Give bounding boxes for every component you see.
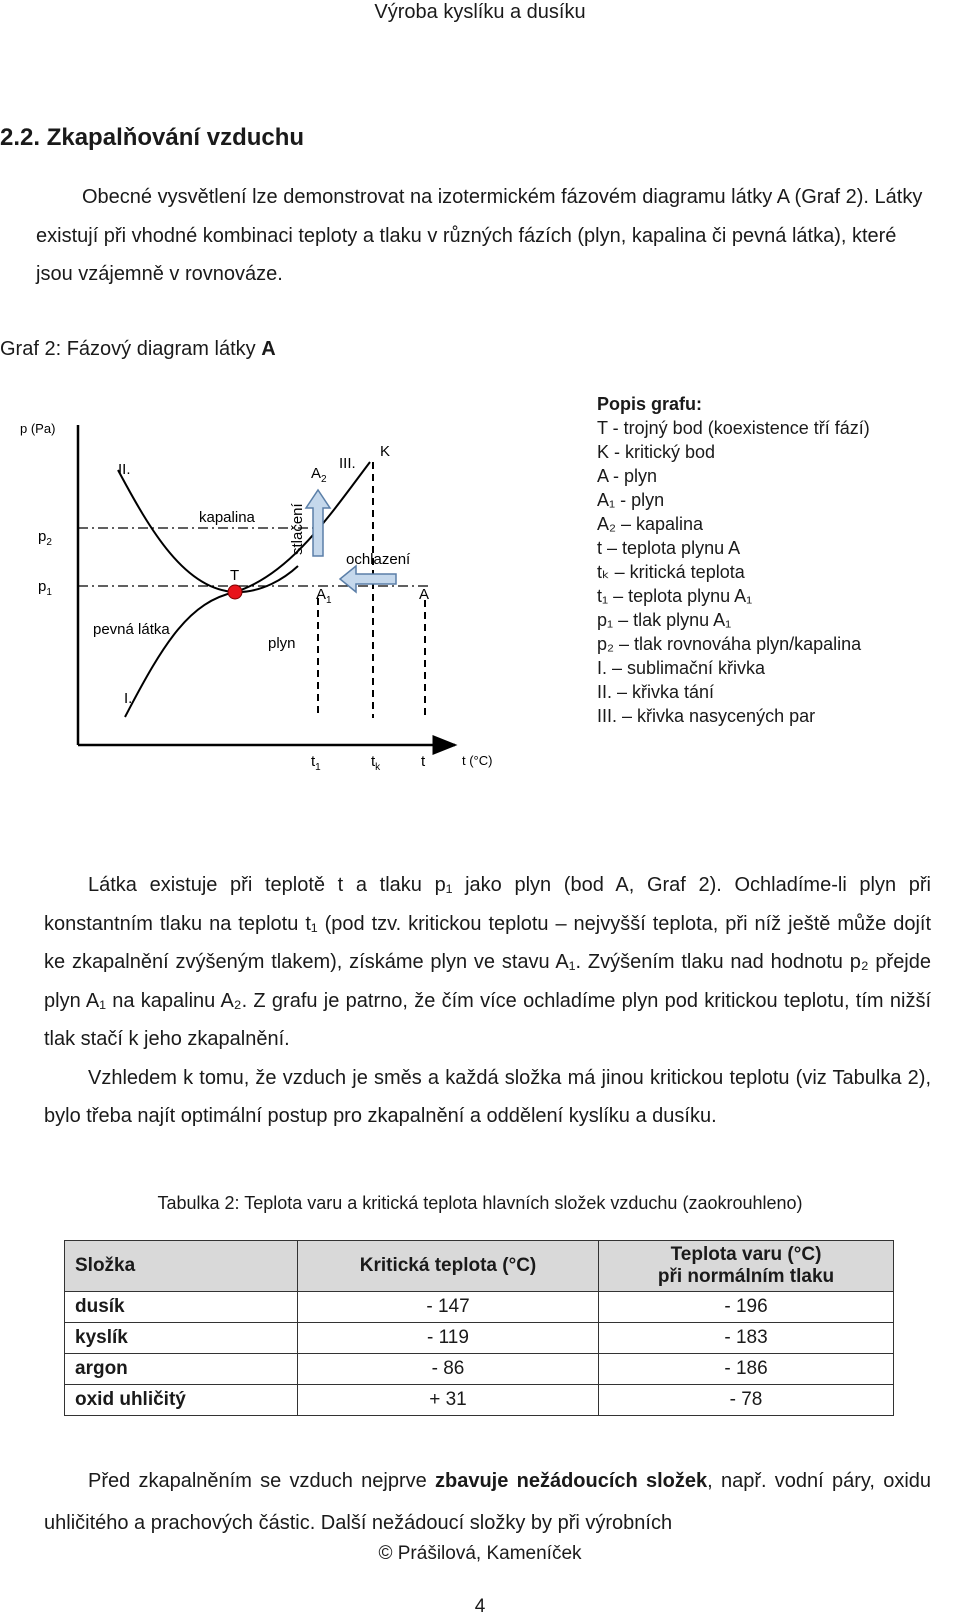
page-header: Výroba kyslíku a dusíku: [374, 1, 586, 23]
kapalina-label: kapalina: [199, 509, 255, 526]
stlaceni-label: stlačení: [289, 503, 306, 555]
legend-item: p₂ – tlak rovnováha plyn/kapalina: [597, 634, 862, 654]
paragraph: [44, 1460, 931, 1544]
t1-label: $t_1$: [311, 753, 321, 773]
text-run: Před zkapalněním se vzduch nejprve: [88, 1470, 435, 1492]
table-caption: Tabulka 2: Teplota varu a kritická teplota hlavních složek vzduchu (zaokrouhleno): [157, 1193, 803, 1213]
legend-item: II. – křivka tání: [597, 682, 715, 702]
curve-III-label: III.: [339, 455, 356, 472]
graph-caption: [0, 338, 276, 361]
bold-run: zbavuje nežádoucích složek: [435, 1470, 708, 1492]
cell-name: kyslík: [65, 1323, 298, 1354]
section-heading: 2.2. Zkapalňování vzduchu: [0, 124, 305, 151]
text-run: , např. vodní páry, oxidu uhličitého a prachových částic. Další nežádoucí složky by při výrobních: [44, 1470, 932, 1534]
header-cell: Kritická teplota (°C): [298, 1241, 599, 1292]
closing-text: [44, 1460, 931, 1544]
plyn-label: plyn: [268, 635, 296, 652]
intro-paragraph: Obecné vysvětlení lze demonstrovat na izotermickém fázovém diagramu látky A (Graf 2). Látky existují při vhodné kombinaci teploty a tlaku v různých fázích (plyn, kapalina či pevná látka), které jsou vzájemně v rovnováze.: [36, 186, 923, 285]
p1-label: $p_1$: [38, 578, 52, 598]
page-footer: © Prášilová, Kameníček: [378, 1543, 582, 1564]
paragraph: Vzhledem k tomu, že vzduch je směs a každá složka má jinou kritickou teplotu (viz Tabulka 2), bylo třeba najít optimální postup pro zkapalnění a oddělení kyslíku a dusíku.: [44, 1066, 931, 1127]
legend-item: p₁ – tlak plynu A₁: [597, 610, 732, 630]
cooling-arrow: [340, 566, 396, 592]
legend-item: tₖ – kritická teplota: [597, 562, 745, 582]
table-row: [65, 1385, 894, 1416]
legend-item: K - kritický bod: [597, 442, 716, 462]
K-label: K: [380, 443, 391, 460]
legend-item: A₂ – kapalina: [597, 514, 704, 534]
A-label: A: [419, 586, 430, 603]
legend-item: T - trojný bod (koexistence tří fází): [597, 418, 870, 438]
curve-I-label: I.: [124, 690, 133, 707]
boiling-critical-table: [64, 1240, 894, 1416]
cell-critical: + 31: [298, 1385, 599, 1416]
table-row: [65, 1354, 894, 1385]
curve-II-label: II.: [118, 461, 131, 478]
explanation-text: [44, 866, 931, 1136]
cell-boiling: - 183: [599, 1323, 894, 1354]
cell-name: dusík: [65, 1292, 298, 1323]
legend-item: I. – sublimační křivka: [597, 658, 766, 678]
legend-item: III. – křivka nasycených par: [597, 706, 816, 726]
cell-name: oxid uhličitý: [65, 1385, 298, 1416]
T-label: T: [230, 567, 240, 584]
cell-critical: - 119: [298, 1323, 599, 1354]
legend-item: t – teplota plynu A: [597, 538, 741, 558]
legend-item: A - plyn: [597, 466, 658, 486]
diagram-legend: [597, 392, 870, 728]
cell-boiling: - 78: [599, 1385, 894, 1416]
phase-diagram: [0, 395, 560, 775]
table-row: [65, 1292, 894, 1323]
legend-title: Popis grafu:: [597, 394, 703, 414]
t-label: t: [421, 753, 426, 770]
paragraph: Látka existuje při teplotě t a tlaku p₁ jako plyn (bod A, Graf 2). Ochladíme-li plyn při konstantním tlaku na teplotu t₁ (pod tzv. kritickou teplotu – nejvyšší teplota, při níž ještě může dojít ke zkapalnění zvýšeným tlakem), získáme plyn ve stavu A₁. Zvýšením tlaku nad hodnotu p₂ přejde plyn A₁ na kapalinu A₂. Z grafu je patrno, že čím více ochladíme plyn pod kritickou teplotu, tím nižší tlak stačí k jeho zkapalnění.: [44, 874, 931, 1050]
A2-label: $A_2$: [311, 465, 327, 485]
triple-point: [228, 585, 242, 599]
cell-critical: - 86: [298, 1354, 599, 1385]
table-header-row: [65, 1241, 894, 1292]
curve-I: [125, 592, 235, 717]
graph-caption-bold: A: [261, 338, 276, 360]
tk-label: $t_k$: [371, 753, 381, 773]
graph-caption-text: Graf 2: Fázový diagram látky: [0, 338, 256, 360]
A1-label: $A_1$: [316, 586, 332, 606]
header-cell: [599, 1241, 894, 1292]
pevna-label: pevná látka: [93, 621, 170, 638]
legend-item: t₁ – teplota plynu A₁: [597, 586, 753, 606]
cell-name: argon: [65, 1354, 298, 1385]
y-axis-label: p (Pa): [20, 421, 56, 436]
legend-item: A₁ - plyn: [597, 490, 665, 510]
compression-arrow: [306, 490, 330, 556]
header-line: Teplota varu (°C): [670, 1244, 822, 1265]
page-number: 4: [474, 1596, 486, 1617]
ochlazeni-label: ochlazení: [346, 551, 411, 568]
cell-critical: - 147: [298, 1292, 599, 1323]
x-axis-label: t (°C): [462, 753, 493, 768]
cell-boiling: - 196: [599, 1292, 894, 1323]
p2-label: $p_2$: [38, 528, 52, 548]
header-cell: Složka: [65, 1241, 298, 1292]
table-row: [65, 1323, 894, 1354]
cell-boiling: - 186: [599, 1354, 894, 1385]
header-line: při normálním tlaku: [657, 1266, 835, 1287]
